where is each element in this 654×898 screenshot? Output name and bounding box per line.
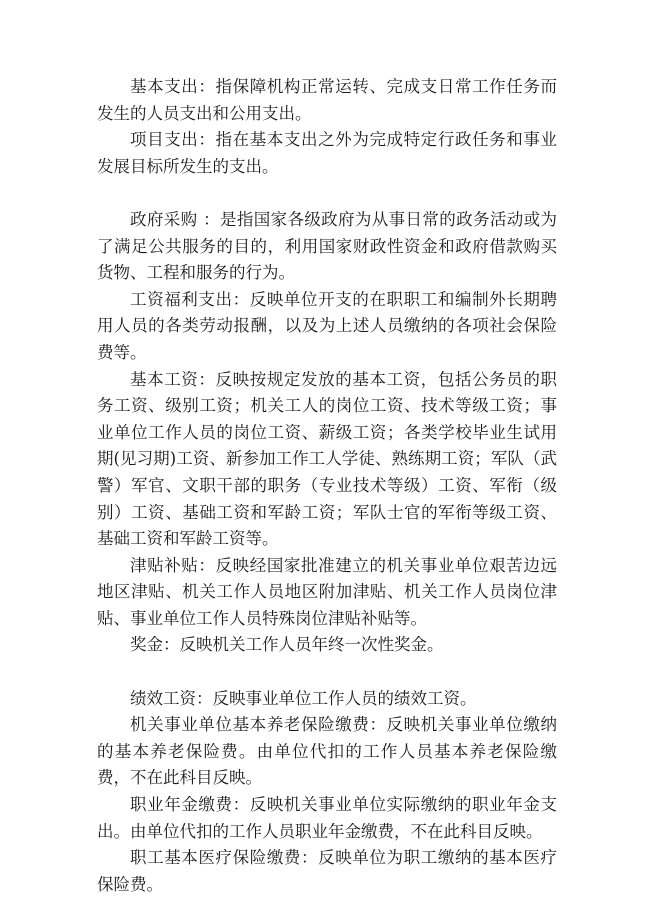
paragraph-wage-welfare: 工资福利支出：反映单位开支的在职职工和编制外长期聘用人员的各类劳动报酬，以及为上述人员缴纳的各项社会保险费等。 — [97, 289, 557, 362]
paragraph-basic-wage: 基本工资：反映按规定发放的基本工资，包括公务员的职务工资、级别工资；机关工人的岗位工资、技术等级工资；事业单位工作人员的岗位工资、薪级工资；各类学校毕业生试用期(见习期)工资、新参加工作工人学徒、熟练期工资；军队（武警）军官、文职干部的职务（专业技术等级）工资、军衔（级别）工资、基础工资和军龄工资；军队士官的军衔等级工资、基础工资和军龄工资等。 — [97, 369, 557, 549]
paragraph-medical-insurance: 职工基本医疗保险缴费：反映单位为职工缴纳的基本医疗保险费。 — [97, 848, 557, 894]
paragraph-bonus: 奖金：反映机关工作人员年终一次性奖金。 — [130, 635, 444, 655]
paragraph-performance-wage: 绩效工资：反映事业单位工作人员的绩效工资。 — [130, 688, 477, 708]
paragraph-basic-expenditure: 基本支出：指保障机构正常运转、完成支日常工作任务而发生的人员支出和公用支出。 — [97, 77, 557, 123]
paragraph-occupational-annuity: 职业年金缴费：反映机关事业单位实际缴纳的职业年金支出。由单位代扣的工作人员职业年金缴费，不在此科目反映。 — [97, 795, 557, 841]
paragraph-government-procurement: 政府采购 ：是指国家各级政府为从事日常的政务活动或为了满足公共服务的目的，利用国家财政性资金和政府借款购买货物、工程和服务的行为。 — [97, 209, 557, 283]
paragraph-project-expenditure: 项目支出：指在基本支出之外为完成特定行政任务和事业发展目标所发生的支出。 — [97, 130, 557, 176]
paragraph-allowances: 津贴补贴：反映经国家批准建立的机关事业单位艰苦边远地区津贴、机关工作人员地区附加津贴、机关工作人员岗位津贴、事业单位工作人员特殊岗位津贴补贴等。 — [97, 555, 557, 628]
blank-line — [97, 659, 557, 686]
blank-line — [97, 180, 557, 207]
document-page — [97, 74, 557, 898]
paragraph-pension-insurance: 机关事业单位基本养老保险缴费：反映机关事业单位缴纳的基本养老保险费。由单位代扣的工作人员基本养老保险缴费，不在此科目反映。 — [97, 715, 557, 788]
